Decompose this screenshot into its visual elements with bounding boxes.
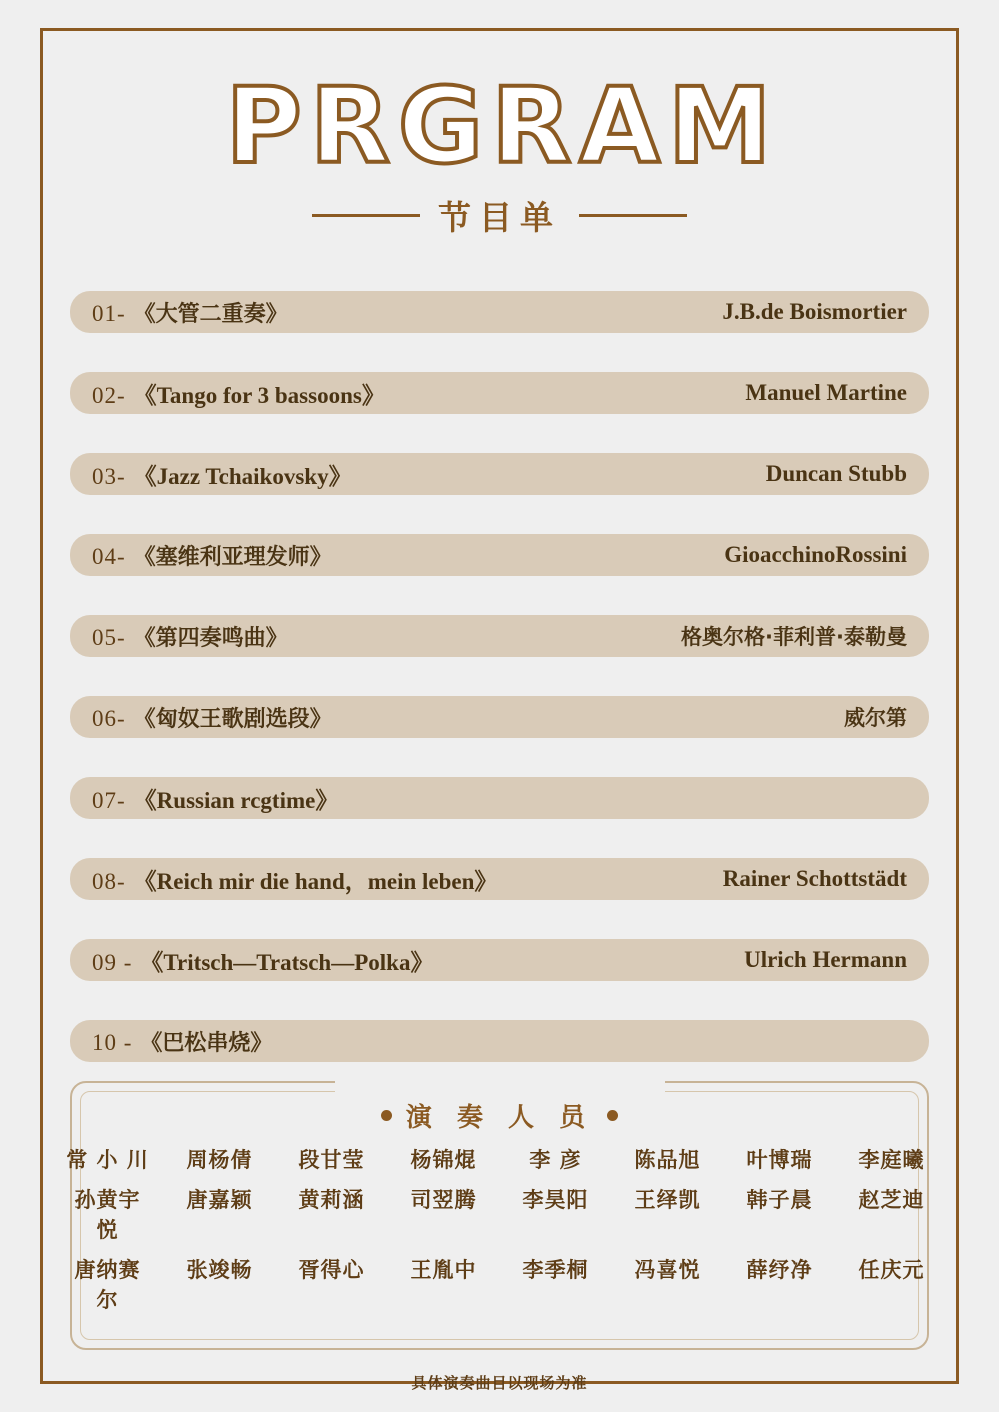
program-title: 《Reich mir die hand，mein leben》: [133, 868, 498, 894]
program-row: [70, 534, 929, 576]
performer-name: 李昊阳: [522, 1188, 589, 1212]
program-title: 《Tango for 3 bassoons》: [133, 382, 385, 408]
program-row: [70, 453, 929, 495]
performer-name: 司翌腾: [410, 1188, 477, 1212]
program-number: 07-: [92, 787, 126, 813]
program-row-left: [92, 944, 433, 977]
performer-name: 韩子晨: [746, 1188, 813, 1212]
performers-title: 演 奏 人 员: [405, 1103, 594, 1133]
performer-name: 李庭曦: [858, 1148, 925, 1172]
subtitle-chinese: 节目单: [438, 198, 561, 237]
performer-name: 叶博瑞: [746, 1148, 813, 1172]
program-list: [70, 291, 929, 1062]
program-number: 02-: [92, 382, 126, 408]
program-composer: 格奥尔格·菲利普·泰勒曼: [681, 625, 907, 649]
performer-name: 李季桐: [522, 1258, 589, 1282]
bullet-dot-right-icon: [607, 1110, 618, 1121]
program-title: 《巴松串烧》: [140, 1030, 273, 1056]
performer-name: 常 小 川: [66, 1148, 149, 1172]
subtitle-row: [70, 192, 929, 239]
program-row-left: [92, 297, 288, 328]
program-row-left: [92, 377, 385, 410]
program-composer: Duncan Stubb: [765, 461, 907, 486]
performer-name: 王绎凯: [634, 1188, 701, 1212]
program-row-left: [92, 458, 352, 491]
program-row: [70, 615, 929, 657]
performer-name: 唐嘉颖: [186, 1188, 253, 1212]
program-row-left: [92, 863, 497, 896]
poster-content: [66, 50, 929, 1392]
program-row: [70, 858, 929, 900]
program-row: [70, 939, 929, 981]
performer-name: 李 彦: [529, 1148, 582, 1172]
wordmark-letter-6: M: [667, 65, 774, 187]
program-row-left: [92, 782, 338, 815]
performer-name: 杨锦焜: [410, 1148, 477, 1172]
program-wordmark: [70, 65, 929, 187]
wordmark-letter-4: R: [491, 65, 574, 187]
performer-name: 段甘莹: [298, 1148, 365, 1172]
program-composer: J.B.de Boismortier: [722, 299, 907, 324]
performer-name: 赵芝迪: [858, 1188, 925, 1212]
program-title: 《塞维利亚理发师》: [133, 544, 332, 570]
program-title: 《Russian rcgtime》: [133, 787, 339, 813]
program-title: 《匈奴王歌剧选段》: [133, 706, 332, 732]
performer-name: 唐纳赛尔: [74, 1258, 141, 1312]
program-row: [70, 696, 929, 738]
program-composer: Ulrich Hermann: [744, 947, 907, 972]
performer-name: 孙黄宇悦: [74, 1188, 141, 1242]
program-row-left: [92, 1026, 272, 1057]
program-title: 《Tritsch—Tratsch—Polka》: [140, 949, 434, 975]
performers-row: [74, 1184, 925, 1244]
program-row-left: [92, 540, 332, 571]
program-composer: GioacchinoRossini: [724, 542, 907, 567]
program-row-left: [92, 702, 332, 733]
footnote: 具体演奏曲目以现场为准: [411, 1374, 588, 1392]
program-number: 04-: [92, 543, 126, 569]
program-title: 《第四奏鸣曲》: [133, 625, 288, 651]
title-block: [70, 50, 929, 239]
performer-name: 陈品旭: [634, 1148, 701, 1172]
performer-name: 任庆元: [858, 1258, 925, 1282]
wordmark-letter-3: G: [397, 65, 486, 187]
program-composer: Manuel Martine: [745, 380, 907, 405]
wordmark-letter-1: P: [225, 65, 304, 187]
program-number: 03-: [92, 463, 126, 489]
subtitle-rule-left: [312, 214, 420, 217]
wordmark-letter-5: A: [579, 65, 662, 187]
performers-row: [74, 1254, 925, 1314]
performer-name: 冯喜悦: [634, 1258, 701, 1282]
program-row: [70, 777, 929, 819]
wordmark-letter-2: R: [309, 65, 392, 187]
performer-name: 王胤中: [410, 1258, 477, 1282]
program-number: 08-: [92, 868, 126, 894]
performers-header: [92, 1097, 907, 1134]
program-row: [70, 372, 929, 414]
performers-section: [66, 1081, 929, 1393]
program-row: [70, 291, 929, 333]
bullet-dot-left-icon: [381, 1110, 392, 1121]
program-title: 《大管二重奏》: [133, 301, 288, 327]
performer-name: 黄莉涵: [298, 1188, 365, 1212]
performer-name: 薛纾净: [746, 1258, 813, 1282]
program-number: 09 -: [92, 949, 133, 975]
performers-box: [66, 1081, 929, 1350]
program-number: 05-: [92, 624, 126, 650]
program-number: 01-: [92, 300, 126, 326]
program-row-left: [92, 621, 288, 652]
subtitle-rule-right: [579, 214, 687, 217]
performer-name: 周杨倩: [186, 1148, 253, 1172]
performers-row: [66, 1144, 925, 1174]
program-composer: 威尔第: [844, 706, 907, 730]
program-row: [70, 1020, 929, 1062]
program-number: 10 -: [92, 1029, 133, 1055]
program-composer: Rainer Schottstädt: [722, 866, 907, 891]
program-number: 06-: [92, 705, 126, 731]
performer-name: 胥得心: [298, 1258, 365, 1282]
program-title: 《Jazz Tchaikovsky》: [133, 463, 352, 489]
performer-name: 张竣畅: [186, 1258, 253, 1282]
